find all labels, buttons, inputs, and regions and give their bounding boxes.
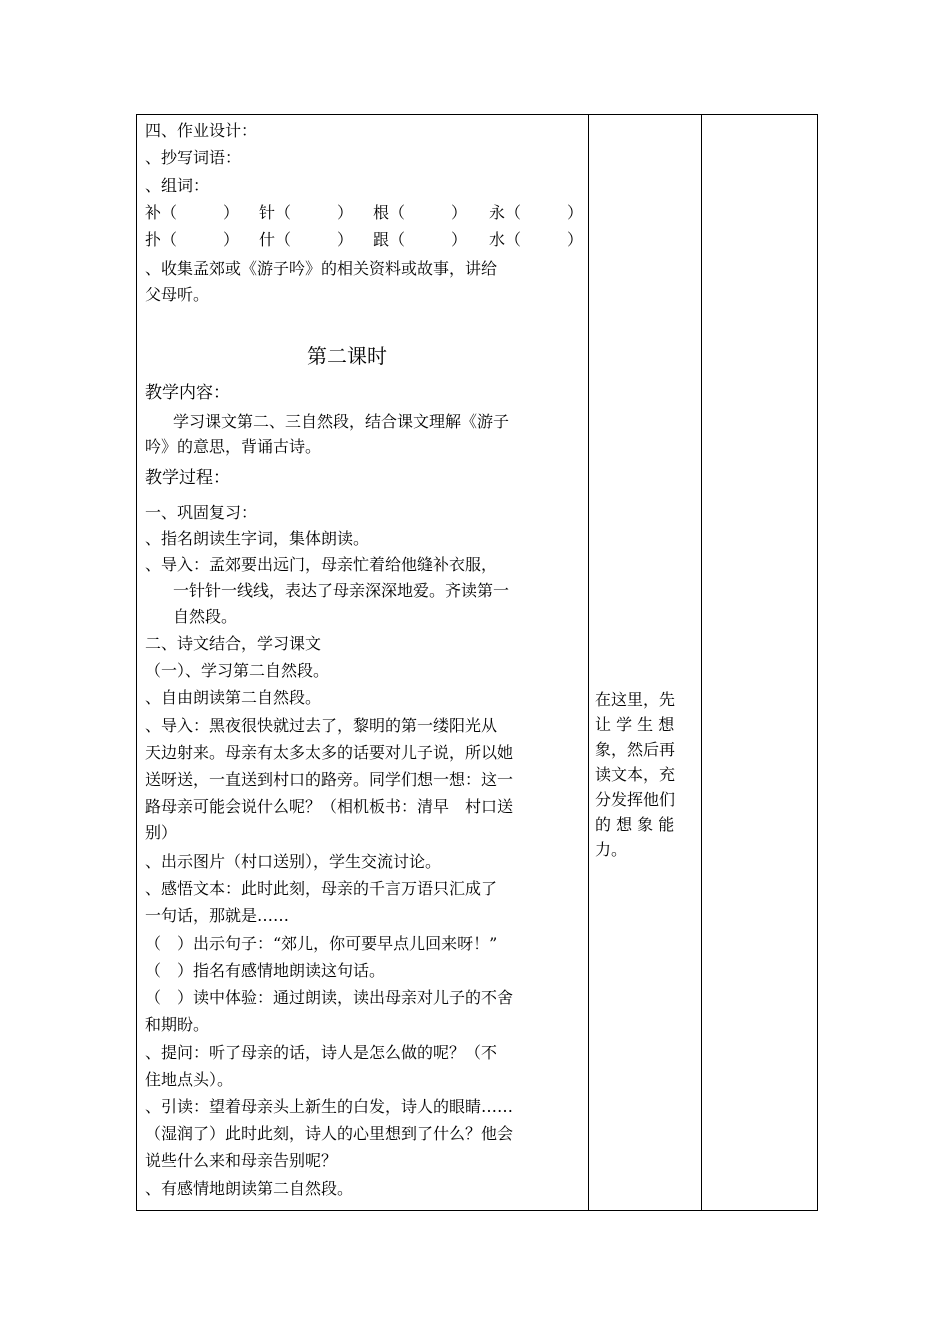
note-line: 让 学 生 想 bbox=[595, 715, 675, 734]
process-line: 一句话，那就是…… bbox=[145, 906, 290, 925]
process-line: 别） bbox=[145, 823, 178, 842]
lesson-plan-table bbox=[136, 114, 818, 1211]
process-line: 二、诗文结合，学习课文 bbox=[145, 634, 322, 653]
homework-item-1: 、抄写词语： bbox=[145, 148, 242, 167]
word-cell: 什（ bbox=[259, 230, 292, 249]
lesson-title: 第二课时 bbox=[307, 346, 387, 368]
word-cell: 跟（ bbox=[373, 230, 406, 249]
word-cell: ） bbox=[337, 203, 354, 222]
note-line: 象，然后再 bbox=[595, 740, 676, 759]
word-cell: ） bbox=[451, 203, 468, 222]
note-line: 力。 bbox=[595, 840, 628, 859]
word-cell: 水（ bbox=[489, 230, 522, 249]
main-content-column bbox=[137, 115, 589, 1210]
process-line: 、出示图片（村口送别），学生交流讨论。 bbox=[145, 852, 442, 871]
process-line: （ ）指名有感情地朗读这句话。 bbox=[145, 961, 386, 980]
process-line: 住地点头）。 bbox=[145, 1070, 234, 1089]
process-line: 、感悟文本：此时此刻，母亲的千言万语只汇成了 bbox=[145, 879, 498, 898]
word-cell: ） bbox=[223, 230, 240, 249]
note-line: 在这里，先 bbox=[595, 690, 676, 709]
word-cell: ） bbox=[223, 203, 240, 222]
process-line: （ ）读中体验：通过朗读，读出母亲对儿子的不舍 bbox=[145, 988, 514, 1007]
word-cell: ） bbox=[567, 230, 584, 249]
process-line: 、自由朗读第二自然段。 bbox=[145, 688, 322, 707]
process-line: 送呀送，一直送到村口的路旁。同学们想一想：这一 bbox=[145, 770, 514, 789]
process-line: （湿润了）此时此刻，诗人的心里想到了什么？他会 bbox=[145, 1124, 514, 1143]
process-line: 天边射来。母亲有太多太多的话要对儿子说，所以她 bbox=[145, 743, 514, 762]
homework-item-3-line-2: 父母听。 bbox=[145, 285, 210, 304]
content-heading: 教学内容： bbox=[145, 383, 230, 402]
process-line: 一、巩固复习： bbox=[145, 503, 258, 522]
word-cell: 补（ bbox=[145, 203, 178, 222]
process-line: 、提问：听了母亲的话，诗人是怎么做的呢？（不 bbox=[145, 1043, 498, 1062]
process-line: （ ）出示句子：“郊儿，你可要早点儿回来呀！” bbox=[145, 934, 498, 953]
homework-item-3-line-1: 、收集孟郊或《游子吟》的相关资料或故事，讲给 bbox=[145, 259, 498, 278]
process-heading: 教学过程： bbox=[145, 468, 230, 487]
process-line: 自然段。 bbox=[173, 607, 238, 626]
process-line: 和期盼。 bbox=[145, 1015, 210, 1034]
word-cell: 永（ bbox=[489, 203, 522, 222]
process-line: 、导入：黑夜很快就过去了，黎明的第一缕阳光从 bbox=[145, 716, 498, 735]
note-line: 分发挥他们 bbox=[595, 790, 676, 809]
process-line: 、引读：望着母亲头上新生的白发，诗人的眼睛…… bbox=[145, 1097, 514, 1116]
content-line-1: 学习课文第二、三自然段，结合课文理解《游子 bbox=[173, 412, 510, 431]
word-cell: ） bbox=[451, 230, 468, 249]
process-line: （一）、学习第二自然段。 bbox=[145, 661, 330, 680]
word-cell: 扑（ bbox=[145, 230, 178, 249]
word-cell: ） bbox=[567, 203, 584, 222]
content-line-2: 吟》的意思，背诵古诗。 bbox=[145, 437, 322, 456]
word-cell: 根（ bbox=[373, 203, 406, 222]
word-cell: ） bbox=[337, 230, 354, 249]
homework-item-2: 、组词： bbox=[145, 176, 210, 195]
process-line: 、导入：孟郊要出远门，母亲忙着给他缝补衣服， bbox=[145, 555, 498, 574]
process-line: 、有感情地朗读第二自然段。 bbox=[145, 1179, 354, 1198]
process-line: 一针针一线线，表达了母亲深深地爱。齐读第一 bbox=[173, 581, 510, 600]
empty-column bbox=[702, 115, 817, 1210]
process-line: 路母亲可能会说什么呢？（相机板书：清早 村口送 bbox=[145, 797, 514, 816]
teaching-note-column bbox=[589, 115, 702, 1210]
note-line: 读文本，充 bbox=[595, 765, 676, 784]
process-line: 、指名朗读生字词，集体朗读。 bbox=[145, 529, 370, 548]
note-line: 的 想 象 能 bbox=[595, 815, 675, 834]
homework-heading: 四、作业设计： bbox=[145, 121, 258, 140]
process-line: 说些什么来和母亲告别呢？ bbox=[145, 1151, 338, 1170]
word-cell: 针（ bbox=[259, 203, 292, 222]
